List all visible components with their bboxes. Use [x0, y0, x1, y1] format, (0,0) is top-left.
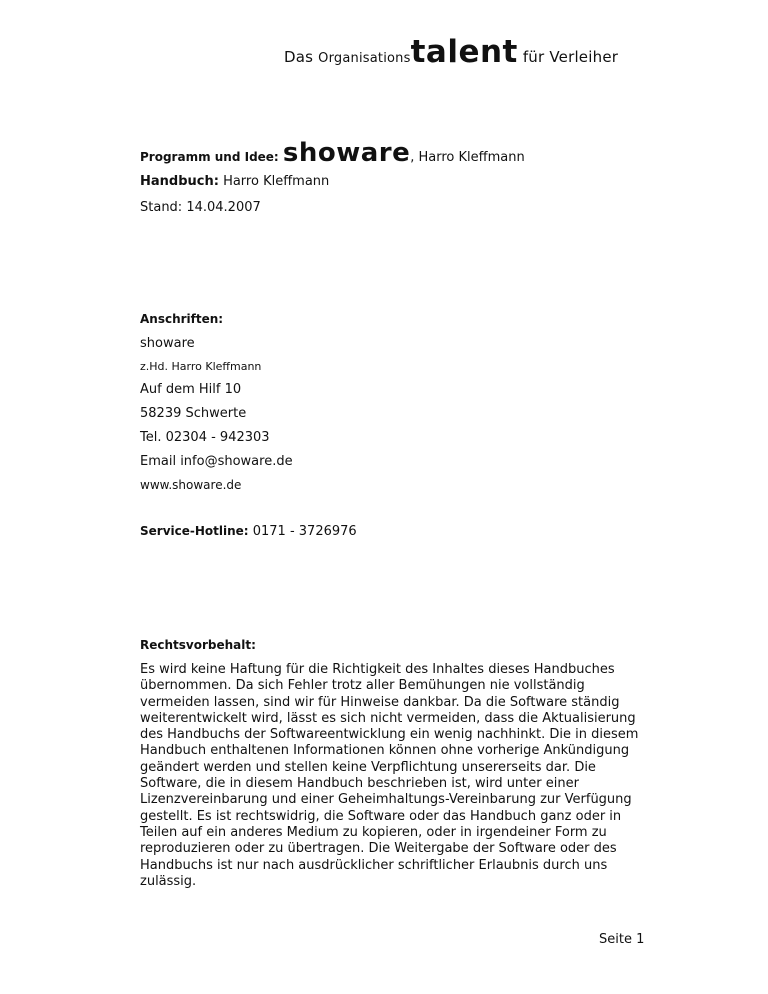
manual-author: Harro Kleffmann — [218, 174, 330, 189]
document-date: Stand: 14.04.2007 — [140, 200, 261, 215]
program-credit — [140, 138, 525, 168]
legal-line: Software, die in diesem Handbuch beschrieben ist, wird unter einer — [140, 776, 579, 792]
hotline-number: 0171 - 3726976 — [248, 524, 357, 539]
address-website: www.showare.de — [140, 478, 242, 492]
address-company: showare — [140, 336, 195, 351]
address-attention: z.Hd. Harro Kleffmann — [140, 360, 262, 373]
legal-line: Teilen auf ein anderes Medium zu kopieren, oder in irgendeiner Form zu — [140, 824, 607, 840]
legal-line: reproduzieren oder zu übertragen. Die Weitergabe der Software oder des — [140, 841, 617, 857]
address-city: 58239 Schwerte — [140, 406, 247, 421]
title-suffix: für Verleiher — [517, 48, 619, 66]
program-author: , Harro Kleffmann — [410, 150, 525, 165]
document-title — [284, 34, 618, 70]
service-hotline — [140, 524, 357, 539]
legal-line: zulässig. — [140, 873, 197, 889]
address-email: Email info@showare.de — [140, 454, 293, 469]
title-organisation: Organisations — [318, 51, 411, 66]
address-street: Auf dem Hilf 10 — [140, 382, 242, 397]
legal-line: vermeiden lassen, sind wir für Hinweise dankbar. Da die Software ständig — [140, 694, 620, 710]
address-phone: Tel. 02304 - 942303 — [140, 430, 270, 445]
legal-heading: Rechtsvorbehalt: — [140, 638, 256, 652]
legal-paragraph — [140, 662, 660, 890]
manual-label: Handbuch: — [140, 174, 219, 189]
legal-line: Handbuch enthaltenen Informationen können ohne vorherige Ankündigung — [140, 743, 630, 759]
hotline-label: Service-Hotline: — [140, 524, 249, 538]
title-emphasis: talent — [410, 34, 518, 70]
legal-line: weiterentwickelt wird, lässt es sich nicht vermeiden, dass die Aktualisierung — [140, 710, 636, 726]
legal-line: des Handbuchs der Softwareentwicklung ein wenig nachhinkt. Die in diesem — [140, 727, 639, 743]
legal-line: geändert werden und stellen keine Verpflichtung unsererseits dar. Die — [140, 759, 596, 775]
manual-credit — [140, 174, 329, 189]
addresses-heading: Anschriften: — [140, 312, 224, 326]
legal-line: gestellt. Es ist rechtswidrig, die Software oder das Handbuch ganz oder in — [140, 808, 622, 824]
program-brand: showare — [282, 138, 411, 168]
page-number: Seite 1 — [599, 932, 645, 947]
legal-line: übernommen. Da sich Fehler trotz aller Bemühungen nie vollständig — [140, 678, 585, 694]
title-prefix: Das — [284, 48, 319, 66]
legal-line: Lizenzvereinbarung und einer Geheimhaltungs-Vereinbarung zur Verfügung — [140, 792, 632, 808]
legal-line: Es wird keine Haftung für die Richtigkeit des Inhaltes dieses Handbuches — [140, 662, 615, 677]
legal-line: Handbuchs ist nur nach ausdrücklicher schriftlicher Erlaubnis durch uns — [140, 857, 608, 873]
program-label: Programm und Idee: — [140, 150, 279, 164]
